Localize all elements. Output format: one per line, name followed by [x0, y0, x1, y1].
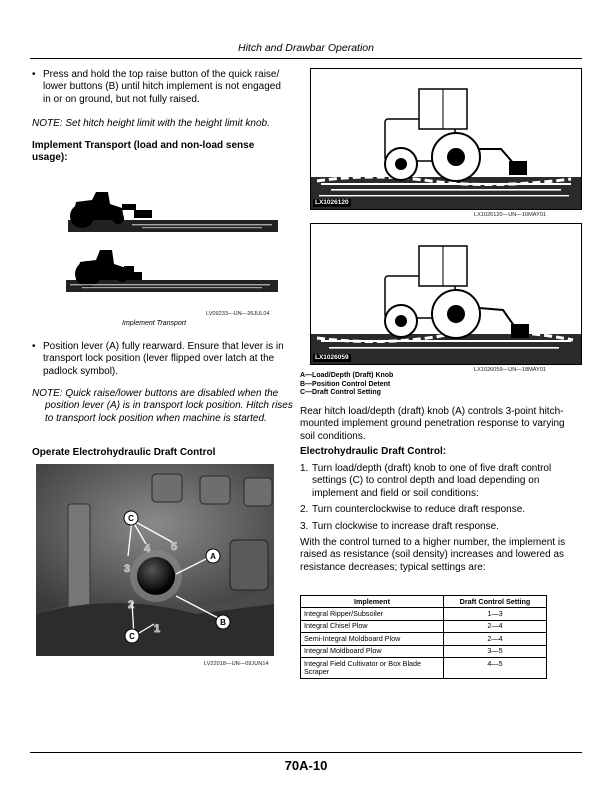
- steps-list: [300, 463, 578, 533]
- figure-id-lx1026059: LX1026059—UN—18MAY01: [474, 367, 547, 373]
- bullet-position-lever: • Position lever (A) fully rearward. Ensure that lever is in transport lock position (lever flipped over latch at the padlock symbol).: [32, 341, 289, 378]
- step-1: 1. Turn load/depth (draft) knob to one of five draft control settings (C) to control depth and load depending on implement and field or soil conditions:: [300, 463, 552, 499]
- table-row: Semi-Integral Moldboard Plow 2—4: [301, 633, 547, 645]
- bullet-raise-button: • Press and hold the top raise button of the quick raise/ lower buttons (B) until hitch implement is not engaged in or on ground, but not fully raised.: [32, 69, 289, 106]
- para-typical-settings: With the control turned to a higher number, the implement is raised as resistance (soil density) increases and lowered as resistance decreases; typical settings are:: [300, 537, 566, 573]
- tractor-field-figure-lower: [310, 223, 582, 365]
- footer-rule: [30, 752, 582, 753]
- dial-number-3: 3: [124, 563, 131, 575]
- callout-a: A: [210, 552, 216, 561]
- figure-tag-lx1026059: LX1026059: [315, 354, 349, 361]
- figure-tag-lx1026120: LX1026120: [315, 199, 349, 206]
- page-number: 70A-10: [284, 758, 328, 773]
- figure-id-lx1026120: LX1026120—UN—10MAY01: [474, 212, 547, 218]
- legend-c: C—Draft Control Setting: [300, 389, 381, 397]
- table-row: Integral Chisel Plow 2—4: [301, 620, 547, 632]
- dial-number-1: 1: [154, 623, 161, 635]
- dial-number-4: 4: [144, 543, 151, 555]
- para-draft-knob: Rear hitch load/depth (draft) knob (A) controls 3-point hitch-mounted implement ground penetration response to varying soil conditions.: [300, 406, 565, 442]
- tractor-lowered-draft-illustration: [311, 224, 581, 364]
- header-rule: [30, 58, 582, 59]
- dial-number-5: 5: [171, 541, 178, 553]
- tractor-field-figure-upper: [310, 68, 582, 210]
- step-2: 2. Turn counterclockwise to reduce draft response.: [300, 504, 526, 516]
- table-row: Integral Moldboard Plow 3—5: [301, 645, 547, 657]
- draft-control-photo: [36, 464, 274, 656]
- page-header-title: Hitch and Drawbar Operation: [238, 42, 374, 54]
- dial-number-2: 2: [128, 599, 135, 611]
- table-row: Integral Field Cultivator or Box Blade Scraper 4—5: [301, 658, 547, 679]
- heading-operate-draft-control: Operate Electrohydraulic Draft Control: [32, 447, 216, 458]
- note-height-limit: NOTE: Set hitch height limit with the height limit knob.: [32, 118, 270, 129]
- table-header-setting: Draft Control Setting: [444, 596, 547, 608]
- heading-electrohydraulic-draft: Electrohydraulic Draft Control:: [300, 446, 447, 457]
- figure-id-lv09233: LV09233—UN—26JUL04: [206, 311, 270, 317]
- implement-transport-figure: [62, 190, 282, 302]
- tractor-raised-draft-illustration: [311, 69, 581, 209]
- legend-b: B—Position Control Detent: [300, 380, 391, 388]
- step-3: 3. Turn clockwise to increase draft response.: [300, 520, 499, 532]
- callout-c-upper: C: [128, 514, 134, 523]
- table-header-implement: Implement: [301, 596, 444, 608]
- note-quick-raise-disabled: NOTE: Quick raise/lower buttons are disabled when the position lever (A) is in transport lock position. Hitch rises to transport lock position when machine is started.: [32, 388, 293, 424]
- legend-a: A—Load/Depth (Draft) Knob: [300, 372, 394, 379]
- draft-knob-icon: [137, 557, 175, 595]
- heading-implement-transport: Implement Transport (load and non-load sense usage):: [32, 140, 255, 164]
- callout-b: B: [220, 618, 226, 627]
- callout-c-lower: C: [129, 632, 135, 641]
- draft-settings-table: [300, 595, 547, 679]
- figure-caption-transport: Implement Transport: [122, 320, 187, 327]
- tractor-lowered-implement-icon: [66, 250, 278, 292]
- tractor-raised-implement-icon: [68, 192, 278, 232]
- table-row: Integral Ripper/Subsoiler 1—3: [301, 608, 547, 620]
- figure-id-lv22018: LV22018—UN—09JUN14: [204, 661, 269, 667]
